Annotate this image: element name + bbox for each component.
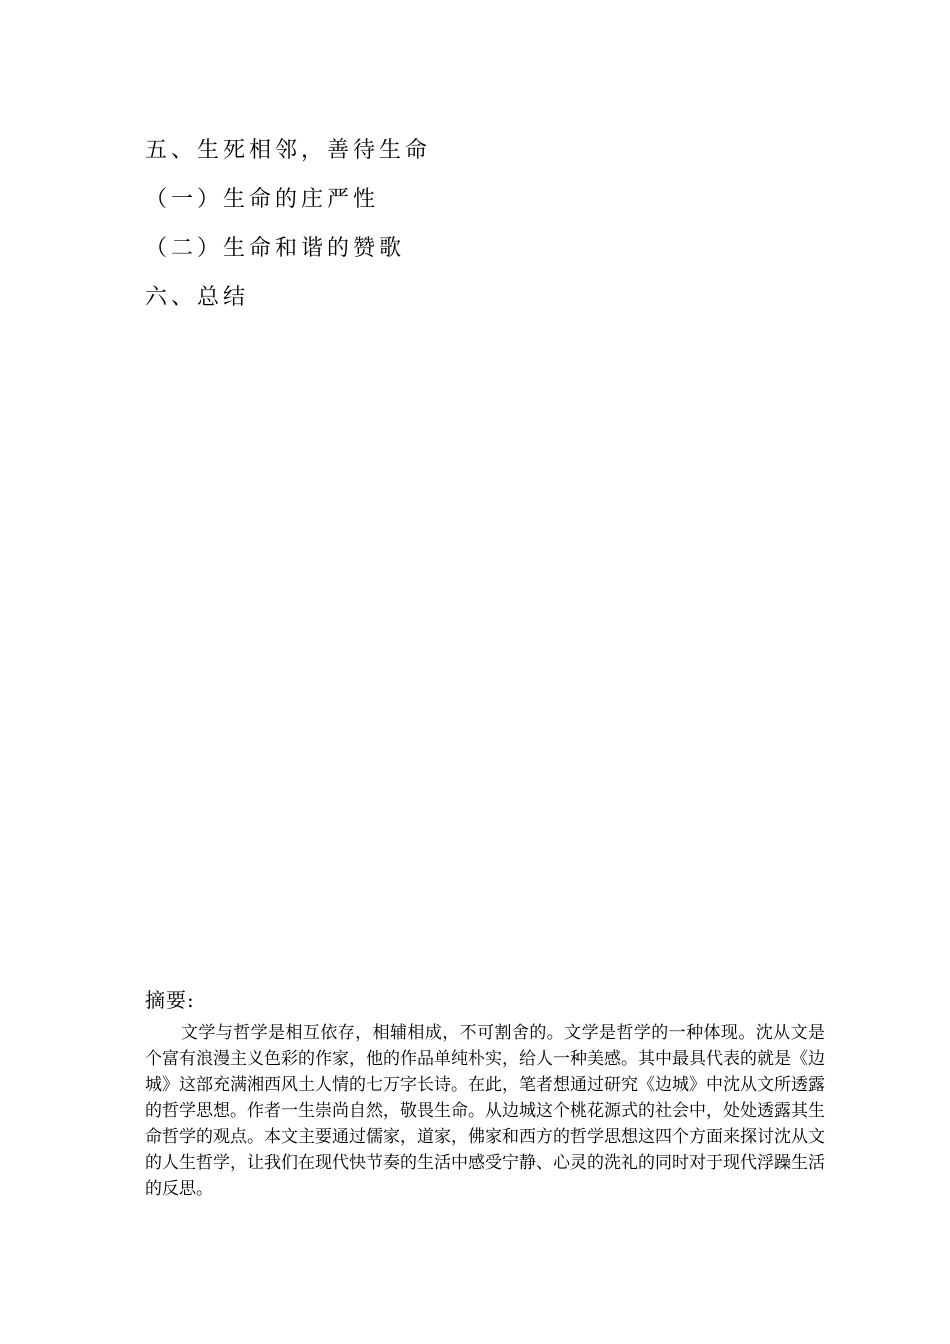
toc-subheading-two: （二）生命和谐的赞歌 xyxy=(145,236,406,261)
abstract-section xyxy=(145,986,825,1202)
toc-subheading-one: （一）生命的庄严性 xyxy=(145,187,380,212)
abstract-body: 文学与哲学是相互依存，相辅相成，不可割舍的。文学是哲学的一种体现。沈从文是个富有浪漫主义色彩的作家，他的作品单纯朴实，给人一种美感。其中最具代表的就是《边城》这部充满湘西风土人情的七万字长诗。在此，笔者想通过研究《边城》中沈从文所透露的哲学思想。作者一生崇尚自然，敬畏生命。从边城这个桃花源式的社会中，处处透露其生命哲学的观点。本文主要通过儒家，道家，佛家和西方的哲学思想这四个方面来探讨沈从文的人生哲学，让我们在现代快节奏的生活中感受宁静、心灵的洗礼的同时对于现代浮躁生活的反思。 xyxy=(145,1023,825,1199)
toc-heading-five: 五、生死相邻，善待生命 xyxy=(145,138,432,163)
table-of-contents xyxy=(145,136,785,332)
toc-heading-six: 六、总结 xyxy=(145,285,250,310)
abstract-title: 摘要: xyxy=(145,988,195,1012)
